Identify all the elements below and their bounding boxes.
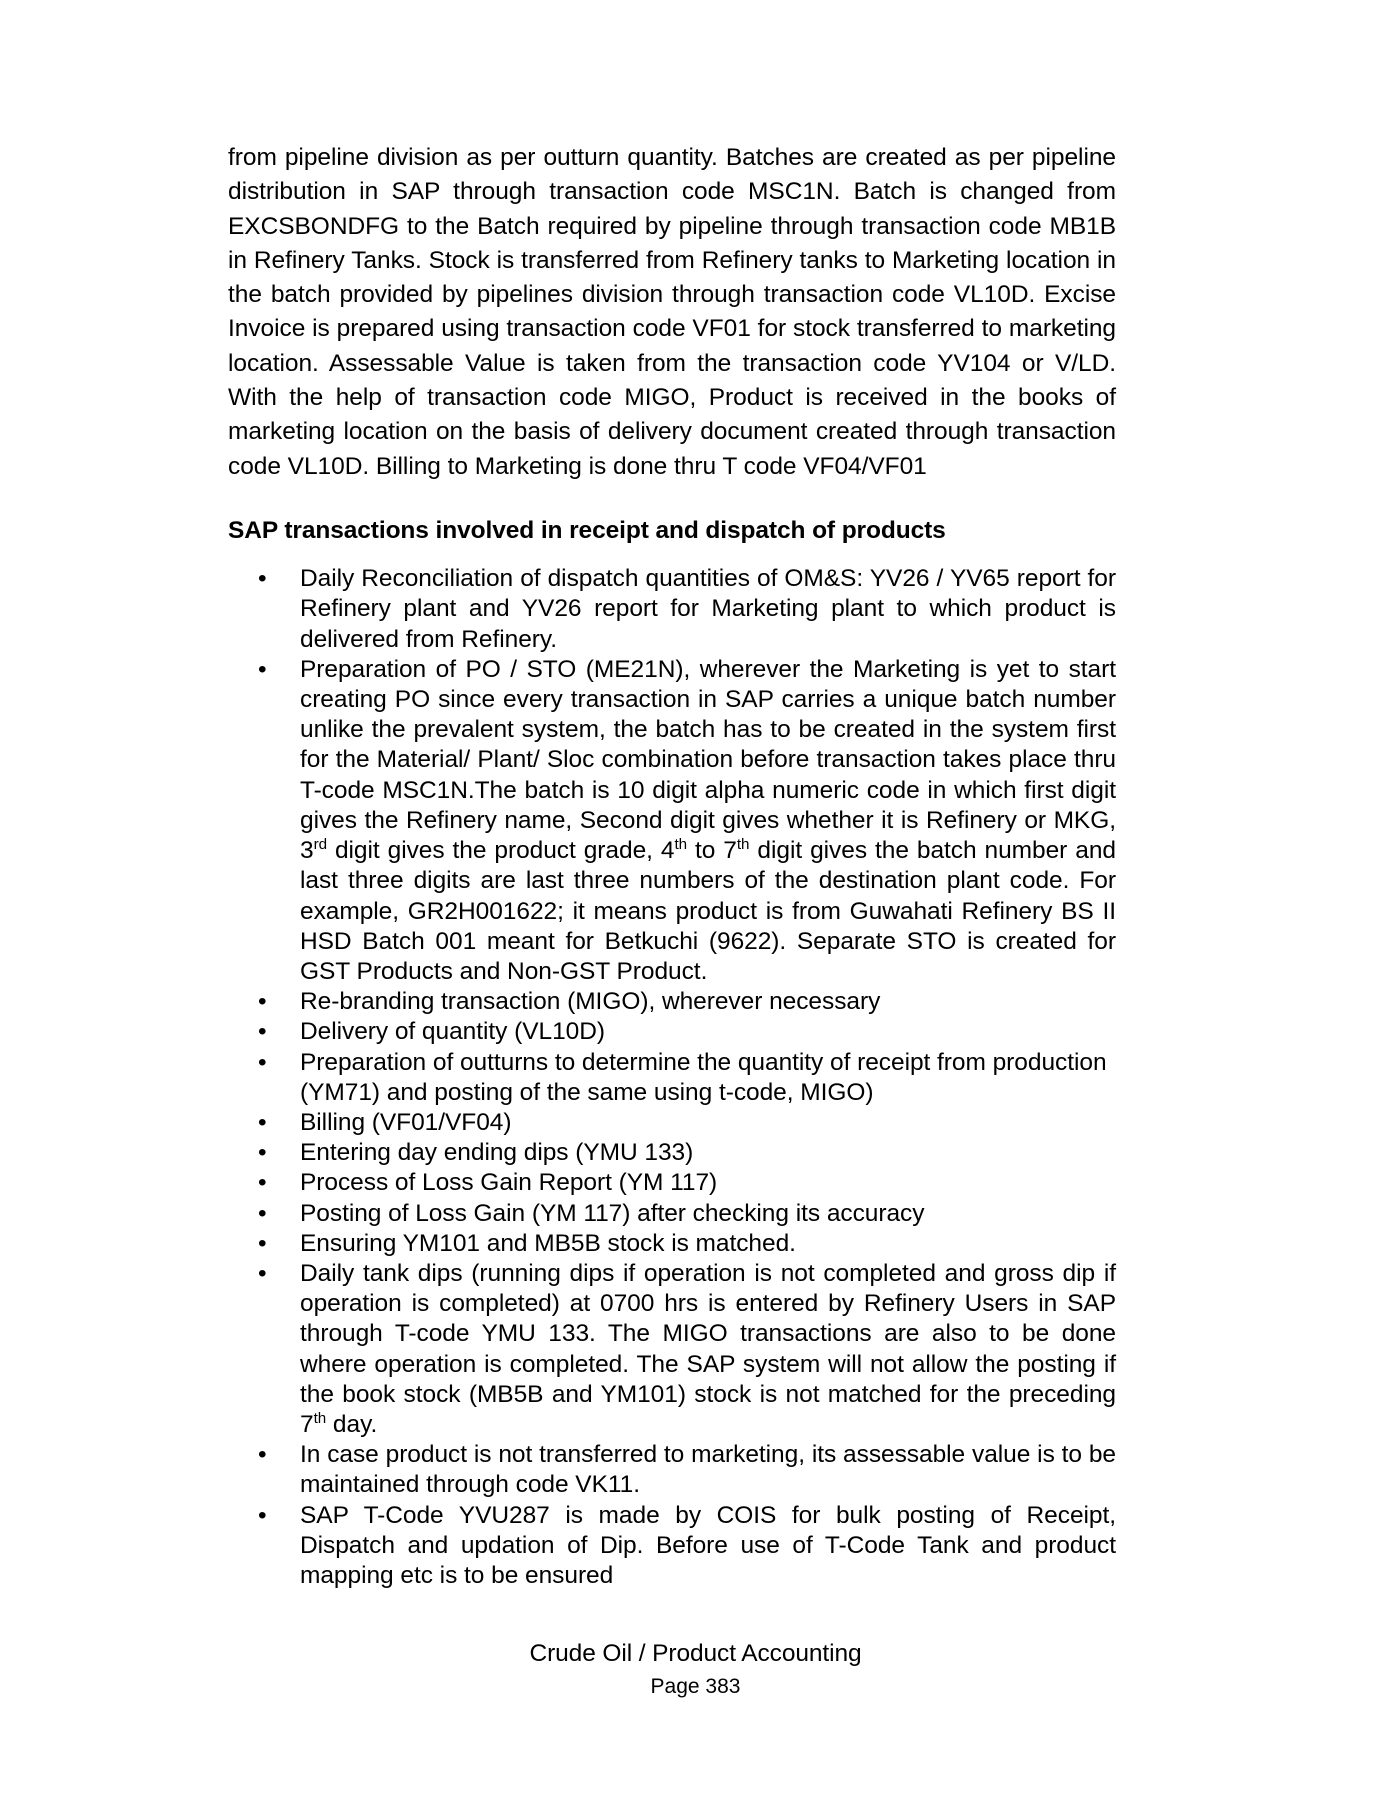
body-paragraph: from pipeline division as per outturn quantity. Batches are created as per pipeline distribution in SAP through transaction code MSC1N. Batch is changed from EXCSBONDFG to the Batch required by pipeline through transaction code MB1B in Refinery Tanks. Stock is transferred from Refinery tanks to Marketing location in the batch provided by pipelines division through transaction code VL10D. Excise Invoice is prepared using transaction code VF01 for stock transferred to marketing location. Assessable Value is taken from the transaction code YV104 or V/LD. With the help of transaction code MIGO, Product is received in the books of marketing location on the basis of delivery document created through transaction code VL10D. Billing to Marketing is done thru T code VF04/VF01 [228, 144, 1116, 480]
list-item-text: Process of Loss Gain Report (YM 117) [300, 1169, 718, 1197]
sap-transactions-list [228, 564, 1116, 1591]
list-item [228, 1017, 1116, 1047]
list-item-text: Ensuring YM101 and MB5B stock is matched. [300, 1229, 796, 1257]
ordinal-suffix-7th: th [313, 1409, 327, 1427]
list-item [228, 1229, 1116, 1259]
list-item [228, 987, 1116, 1017]
list-item-text: Posting of Loss Gain (YM 117) after checking its accuracy [300, 1199, 925, 1227]
list-item-text: Daily Reconciliation of dispatch quantities of OM&S: YV26 / YV65 report for Refinery plant and YV26 report for Marketing plant to which product is delivered from Refinery. [300, 565, 1116, 653]
list-item-text-part3: to 7 [687, 837, 737, 865]
list-item [228, 1199, 1116, 1229]
list-item [228, 564, 1116, 655]
list-item-text-part1: Preparation of PO / STO (ME21N), wherever the Marketing is yet to start creating PO since every transaction in SAP carries a unique batch number unlike the prevalent system, the batch has to be created in the system first for the Material/ Plant/ Sloc combination before transaction takes place thru T-code MSC1N.The batch is 10 digit alpha numeric code in which first digit gives the Refinery name, Second digit gives whether it is Refinery or MKG, 3 [300, 655, 1116, 865]
list-item-text: Re-branding transaction (MIGO), wherever necessary [300, 988, 881, 1016]
list-item [228, 1138, 1116, 1168]
footer-page-number: Page 383 [650, 1675, 741, 1698]
list-item-text-part4: digit gives the batch number and last three digits are last three numbers of the destination plant code. For example, GR2H001622; it means product is from Guwahati Refinery BS II HSD Batch 001 meant for Betkuchi (9622). Separate STO is created for GST Products and Non-GST Product. [300, 837, 1116, 985]
ordinal-suffix-7th: th [736, 835, 750, 853]
list-item [228, 1259, 1116, 1440]
list-item-text-part2: digit gives the product grade, 4 [326, 837, 675, 865]
list-item [228, 1501, 1116, 1592]
page-footer [0, 1638, 1391, 1702]
page-content [228, 141, 1116, 1591]
list-item-text: Delivery of quantity (VL10D) [300, 1018, 605, 1046]
list-item-text: Preparation of outturns to determine the quantity of receipt from production (YM71) and posting of the same using t-code, MIGO) [300, 1048, 1107, 1106]
list-item [228, 1440, 1116, 1500]
list-item-text: SAP T-Code YVU287 is made by COIS for bulk posting of Receipt, Dispatch and updation of Dip. Before use of T-Code Tank and product mapping etc is to be ensured [300, 1501, 1116, 1589]
ordinal-suffix-4th: th [674, 835, 688, 853]
list-item-text-part1: Daily tank dips (running dips if operation is not completed and gross dip if operation is completed) at 0700 hrs is entered by Refinery Users in SAP through T-code YMU 133. The MIGO transactions are also to be done where operation is completed. The SAP system will not allow the posting if the book stock (MB5B and YM101) stock is not matched for the preceding 7 [300, 1259, 1116, 1438]
list-item [228, 1108, 1116, 1138]
list-item [228, 1048, 1116, 1108]
ordinal-suffix-3rd: rd [313, 835, 327, 853]
list-item [228, 655, 1116, 987]
section-heading: SAP transactions involved in receipt and dispatch of products [228, 516, 946, 544]
list-item [228, 1168, 1116, 1198]
list-item-text-part2: day. [326, 1410, 378, 1438]
footer-title: Crude Oil / Product Accounting [529, 1640, 862, 1667]
list-item-text: Entering day ending dips (YMU 133) [300, 1139, 694, 1167]
list-item-text: Billing (VF01/VF04) [300, 1108, 512, 1136]
list-item-text: In case product is not transferred to marketing, its assessable value is to be maintained through code VK11. [300, 1441, 1116, 1499]
